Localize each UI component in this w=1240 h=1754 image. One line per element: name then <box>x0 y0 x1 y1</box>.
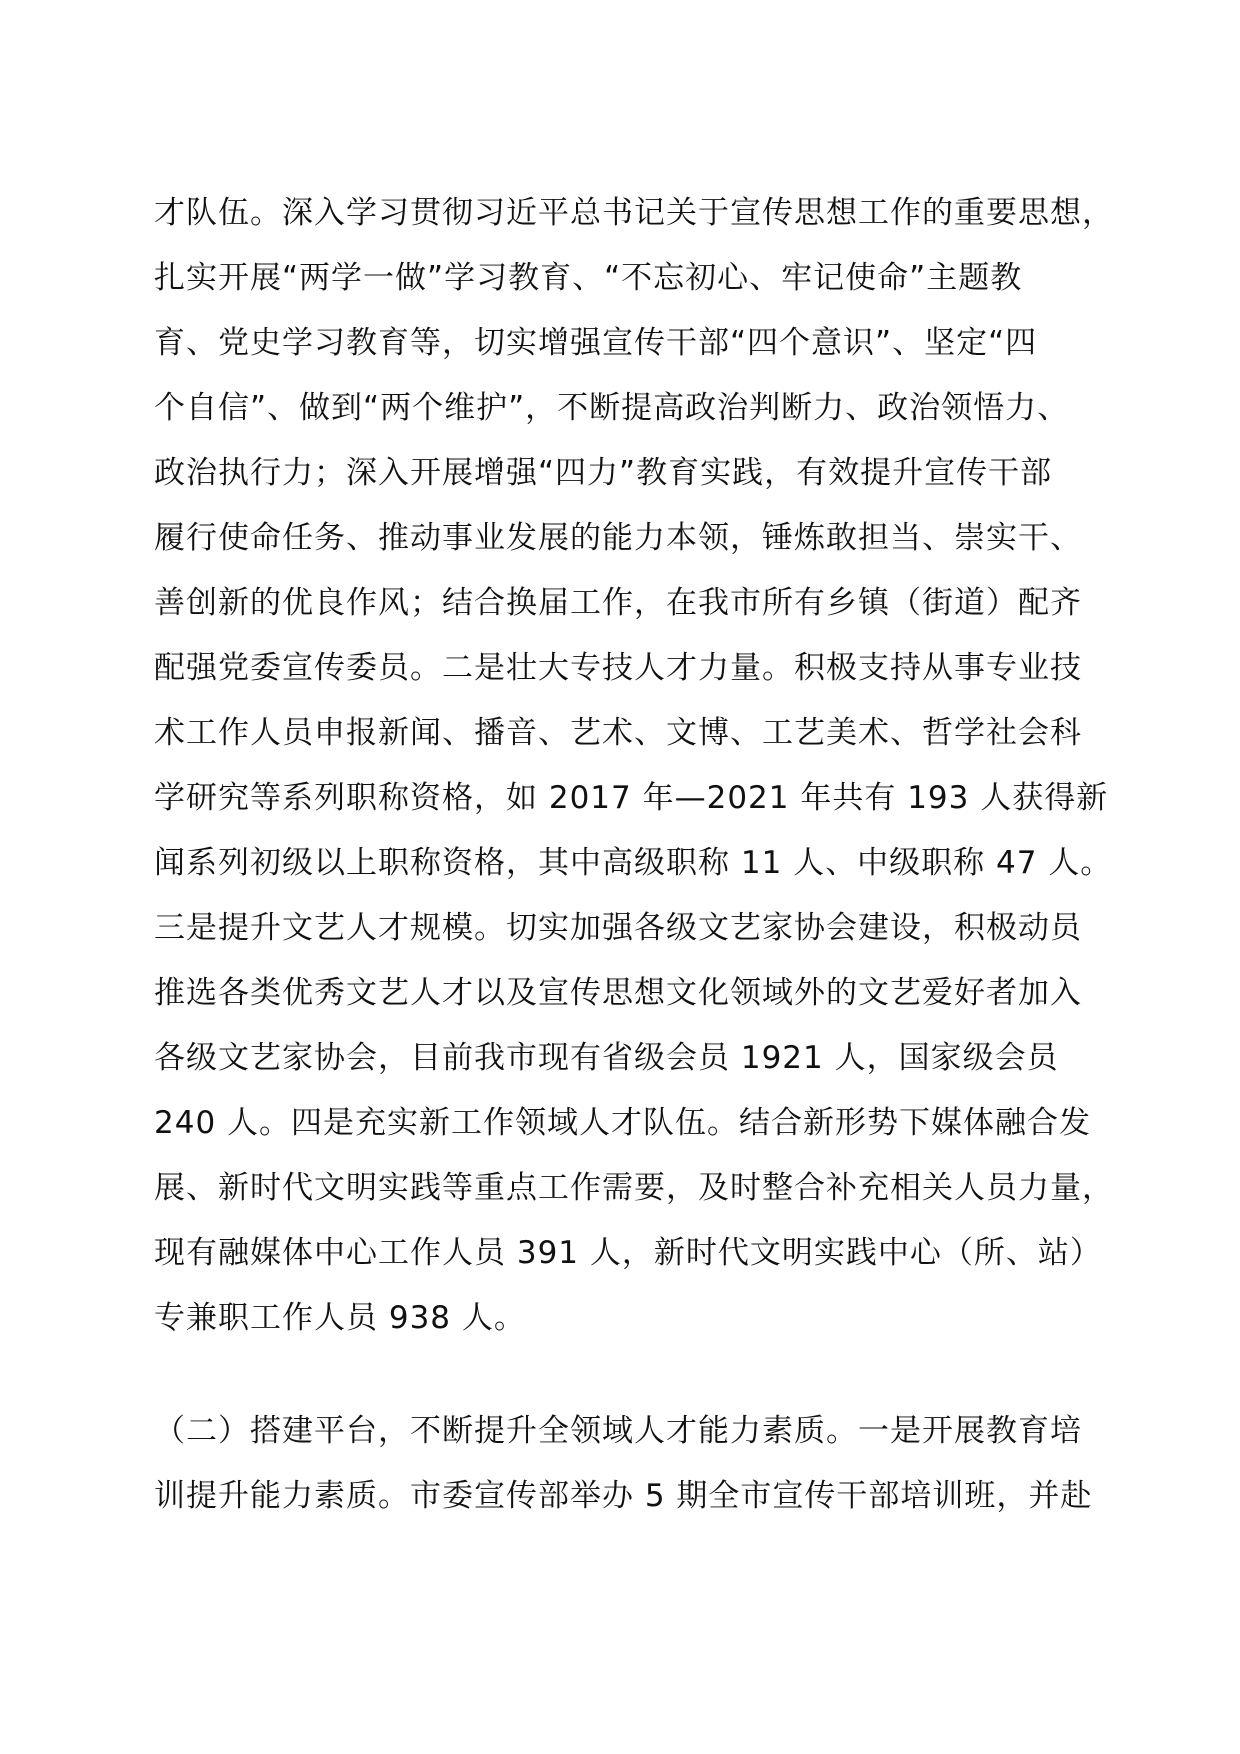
text-line: 专兼职工作人员 938 人。 <box>154 1300 526 1336</box>
text-line: 政治执行力；深入开展增强“四力”教育实践，有效提升宣传干部 <box>154 455 1053 491</box>
section-heading-paragraph <box>154 1399 1092 1529</box>
text-line: 推选各类优秀文艺人才以及宣传思想文化领域外的文艺爱好者加入 <box>154 975 1082 1011</box>
text-line: 三是提升文艺人才规模。切实加强各级文艺家协会建设，积极动员 <box>154 910 1082 946</box>
text-line: 术工作人员申报新闻、播音、艺术、文博、工艺美术、哲学社会科 <box>154 715 1082 751</box>
text-line: 育、党史学习教育等，切实增强宣传干部“四个意识”、坚定“四 <box>154 325 1038 361</box>
text-line: 闻系列初级以上职称资格，其中高级职称 11 人、中级职称 47 人。 <box>154 845 1113 881</box>
text-line: 才队伍。深入学习贯彻习近平总书记关于宣传思想工作的重要思想， <box>154 195 1114 231</box>
text-line: 配强党委宣传委员。二是壮大专技人才力量。积极支持从事专业技 <box>154 650 1082 686</box>
text-line: 学研究等系列职称资格，如 2017 年—2021 年共有 193 人获得新 <box>154 780 1109 816</box>
text-line: （二）搭建平台，不断提升全领域人才能力素质。一是开展教育培 <box>154 1413 1082 1449</box>
text-line: 各级文艺家协会，目前我市现有省级会员 1921 人，国家级会员 <box>154 1040 1059 1076</box>
text-line: 个自信”、做到“两个维护”，不断提高政治判断力、政治领悟力、 <box>154 390 1070 426</box>
text-line: 现有融媒体中心工作人员 391 人，新时代文明实践中心（所、站） <box>154 1235 1102 1271</box>
text-line: 240 人。四是充实新工作领域人才队伍。结合新形势下媒体融合发 <box>154 1105 1092 1141</box>
body-paragraph <box>154 181 1114 1351</box>
text-line: 扎实开展“两学一做”学习教育、“不忘初心、牢记使命”主题教 <box>154 260 1023 296</box>
text-line: 善创新的优良作风；结合换届工作，在我市所有乡镇（街道）配齐 <box>154 585 1082 621</box>
text-line: 训提升能力素质。市委宣传部举办 5 期全市宣传干部培训班，并赴 <box>154 1478 1093 1514</box>
text-line: 展、新时代文明实践等重点工作需要，及时整合补充相关人员力量， <box>154 1170 1114 1206</box>
text-line: 履行使命任务、推动事业发展的能力本领，锤炼敢担当、崇实干、 <box>154 520 1082 556</box>
